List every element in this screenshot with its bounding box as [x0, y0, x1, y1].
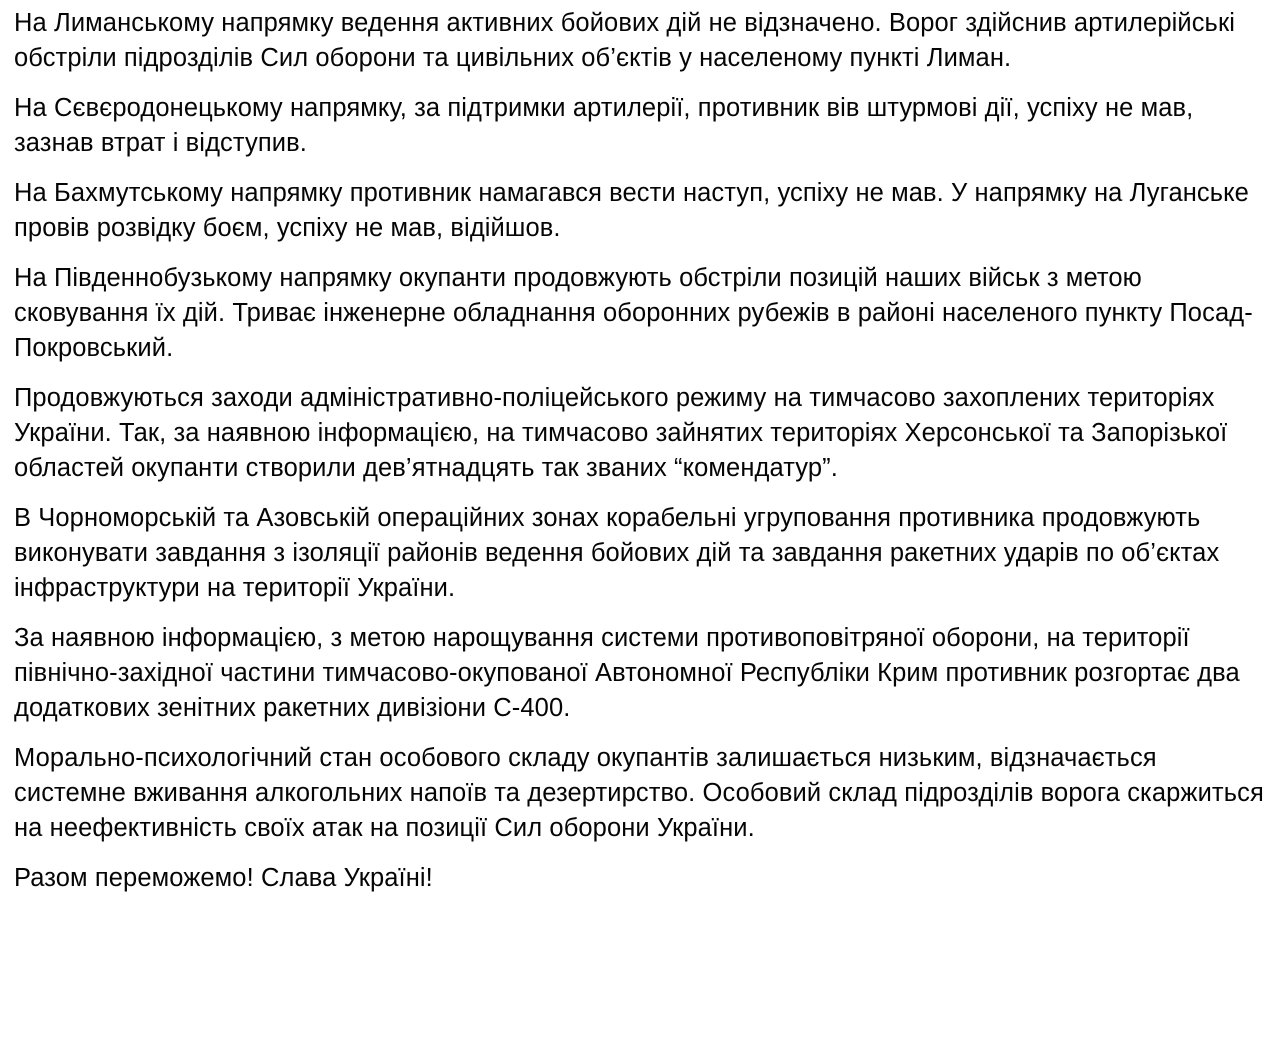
paragraph-sievierodonetsk-direction: На Сєвєродонецькому напрямку, за підтримки артилерії, противник вів штурмові дії, успіху не мав, зазнав втрат і відступив.	[14, 94, 1194, 157]
paragraph-morale: Морально-психологічний стан особового складу окупантів залишається низьким, відзначається системне вживання алкогольних напоїв та дезертирство. Особовий склад підрозділів ворога скаржиться на неефективність своїх атак на позиції Сил оборони України.	[14, 744, 1264, 842]
paragraph-operational-zones: В Чорноморській та Азовській операційних зонах корабельні угруповання противника продовжують виконувати завдання з ізоляції районів ведення бойових дій та завдання ракетних ударів по об’єктах інфраструктури на території України.	[14, 504, 1220, 602]
paragraph-pivdennobuzkyi-direction: На Південнобузькому напрямку окупанти продовжують обстріли позицій наших військ з метою сковування їх дій. Триває інженерне обладнання оборонних рубежів в районі населеного пункту Посад-Покровський.	[14, 264, 1253, 362]
paragraph-lyman-direction: На Лиманському напрямку ведення активних бойових дій не відзначено. Ворог здійснив артилерійські обстріли підрозділів Сил оборони та цивільних об’єктів у населеному пункті Лиман.	[14, 9, 1235, 72]
paragraph-bakhmut-direction: На Бахмутському напрямку противник намагався вести наступ, успіху не мав. У напрямку на Луганське провів розвідку боєм, успіху не мав, відійшов.	[14, 179, 1249, 242]
paragraph-occupied-territories: Продовжуються заходи адміністративно-поліцейського режиму на тимчасово захоплених територіях України. Так, за наявною інформацією, на тимчасово зайнятих територіях Херсонської та Запорізької областей окупанти створили дев’ятнадцять так званих “комендатур”.	[14, 384, 1228, 482]
paragraph-air-defense: За наявною інформацією, з метою нарощування системи противоповітряної оборони, на території північно-західної частини тимчасово-окупованої Автономної Республіки Крим противник розгортає два додаткових зенітних ракетних дивізіони С-400.	[14, 624, 1240, 722]
post-text-body	[14, 6, 1264, 911]
paragraph-closing: Разом переможемо! Слава Україні!	[14, 864, 433, 892]
